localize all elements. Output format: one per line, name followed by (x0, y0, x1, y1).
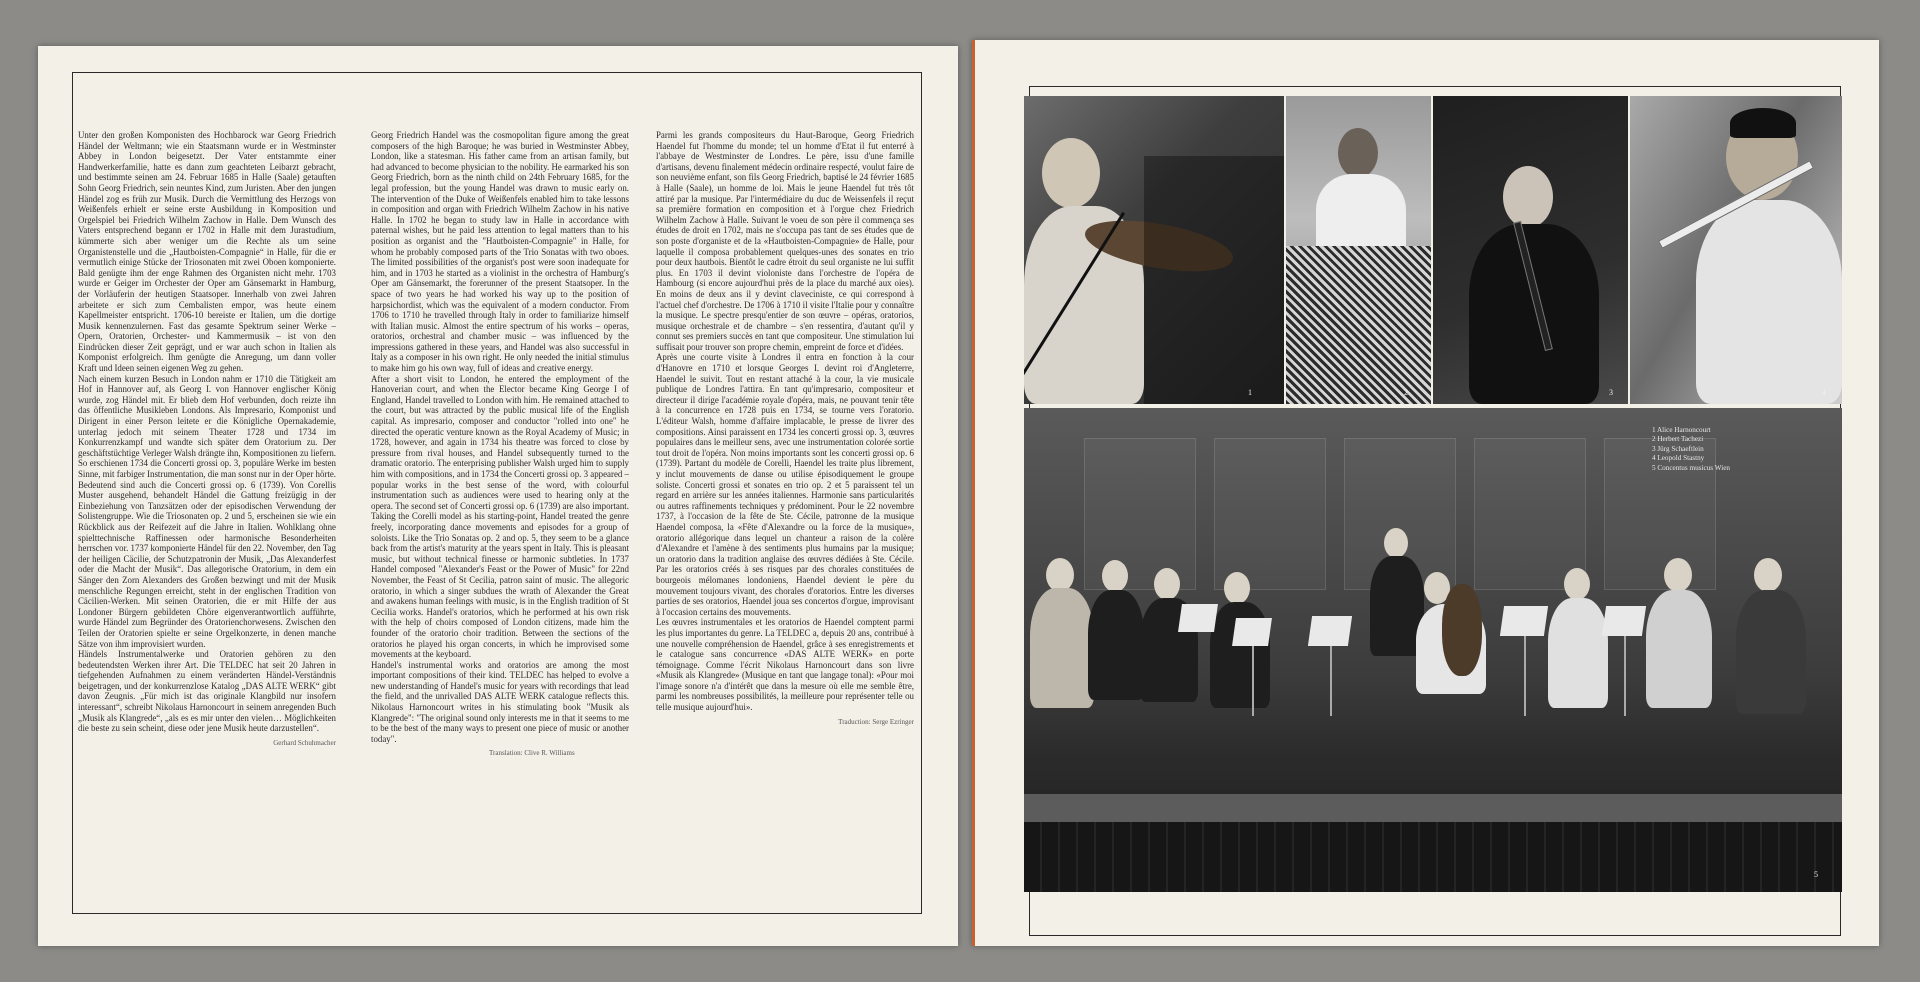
photo-oboist (1433, 96, 1628, 404)
english-paragraph: After a short visit to London, he entered the employment of the Hanoverian court, and when the Elector became King George I of England, Handel travelled to London with him. He remained attached to the court, but was attracted by the public musical life of the English capital. As impresario, composer and conductor "rolled into one" he directed the operatic venture known as the Royal Academy of Music; in 1728, however, and again in 1734 his theatre was forced to close by pressure from rival houses, and Handel subsequently turned to the dramatic oratorio. The enterprising publisher Walsh urged him to supply him with compositions, and in 1734 the Concerti grossi op. 3 appeared – popular works in the best sense of the word, with colourful instrumentation such as audiences were used to hearing only at the opera. The second set of Concerti grossi op. 6 (1739) are also important. Taking the Corelli model as his starting-point, Handel treated the genre freely, incorporating dance movements and episodes for a group of soloists. Like the Trio Sonatas op. 2 and op. 5, they seem to be a glance back from the artist's maturity at the years spent in Italy. This is pleasant music, but without technical finesse or harmonic subtleties. In 1737 Handel composed "Alexander's Feast or the Power of Music" for 22nd November, the Feast of St Cecilia, patron saint of music. The allegoric oratorio, in which a singer subdues the wrath of Alexander the Great and awakens human feelings with music, is in the English tradition of St Cecilia works. Handel's oratorios, which he performed at his own risk with the help of choirs composed of London citizens, made him the founder of the oratorio choir tradition. Between the sections of the oratorios he played his organ concerts, in which he improvised some movements at the keyboard. (371, 373, 629, 660)
stage-front (1024, 822, 1842, 892)
musician-head (1224, 572, 1250, 604)
musician-head (1046, 558, 1074, 592)
english-translation-credit: Translation: Clive R. Williams (489, 749, 575, 758)
music-stand (1178, 604, 1218, 632)
french-paragraph: Après une courte visite à Londres il entra en fonction à la cour d'Hanovre en 1710 et lorsque Georges I. devint roi d'Angleterre, Haendel le suivit. Tout en restant attaché à la cour, la vie musicale publique de Londres l'attira. En tant qu'impresario, compositeur et directeur il dirige l'académie royale d'opéra, mais, ne pouvant tenir tête à la concurrence en 1728 puis en 1734, se tourne vers l'oratorio. L'éditeur Walsh, homme d'affaire implacable, le presse de livrer des compositions. Ainsi paraissent en 1734 les concerti grossi op. 3, œuvres populaires dans le meilleur sens, avec une instrumentation colorée sortie tout droit de l'opéra. Non moins importants sont les concerti grossi op. 6 (1739). Partant du modèle de Corelli, Haendel les traite plus librement, y inclut mouvements de danse ou utilise épisodiquement le groupe soliste. Concerti grossi et sonates en trio op. 2 et 5 paraissent tel un regard en arrière sur les années italiennes. Harmonie sans particularités ou autres raffinements techniques y prédominent. Pour le 22 novembre 1737, à l'occasion de la fête de Ste. Cécile, patronne de la musique Haendel composa, la «Fête d'Alexandre ou la force de la musique», oratorio allégorique dans lequel un chanteur a raison de la colère d'Alexandre et l'amène à des sentiments plus humains par la musique; un oratorio dans la tradition anglaise des œuvres dédiées à Ste. Cécile. Par les oratorios créés à ses risques par des chorales constituées de bourgeois mélomanes londoniens, Haendel devient le père du mouvement toujours vivant, des chorales d'oratorios. Entre les diverses parties de ses oratorios, Haendel joua ses concertos d'orgue, improvisant à l'occasion certains des mouvements. (656, 352, 914, 617)
caption-line: 2 Herbert Tachezi (1651, 435, 1704, 444)
musician-head (1754, 558, 1782, 592)
musician-body (1030, 588, 1094, 708)
photo-number: 3 (1609, 388, 1613, 397)
stand-leg (1624, 636, 1626, 716)
english-text-column (371, 130, 629, 890)
harpsichordist-head (1338, 128, 1378, 178)
recorder-player-body (1696, 200, 1842, 404)
photo-number: 1 (1248, 388, 1252, 397)
left-page (38, 46, 958, 946)
right-page (972, 40, 1879, 946)
musician-head (1664, 558, 1692, 592)
french-paragraph: Les œuvres instrumentales et les oratorios de Haendel comptent parmi les plus importantes du genre. La TELDEC a, depuis 20 ans, contribué à une nouvelle compréhension de Haendel, grâce à ses enregistrements et le catalogue sans concurrence «DAS ALTE WERK» en porte témoignage. Comme l'écrit Nikolaus Harnoncourt dans son livre «Musik als Klangrede» (Musique en tant que langage tonal): «Pour moi l'image sonore n'a d'intérêt que dans la mesure où elle me semble être, parmi les nombreuses possibilités, la meilleure pour représenter telle ou telle musique aujourd'hui». (656, 617, 914, 713)
stand-leg (1252, 646, 1254, 716)
photo-ensemble (1024, 408, 1842, 892)
oboist-head (1503, 166, 1553, 228)
musician-head (1102, 560, 1128, 592)
photo-caption (1652, 426, 1730, 473)
caption-line: 1 Alice Harnoncourt (1651, 426, 1711, 434)
french-text-column (656, 130, 914, 890)
caption-line: 3 Jürg Schaeftlein (1651, 444, 1704, 453)
english-paragraph: Georg Friedrich Handel was the cosmopolitan figure among the great composers of the high Baroque; he was buried in Westminster Abbey, London, like a statesman. His father came from an artisan family, but had advanced to become physician to the nobility. He earmarked his son Georg Friedrich, born as the ninth child on 24th February 1685, for the legal profession, but the young Handel was drawn to music early on. The intervention of the Duke of Weißenfels enabled him to take lessons in composition and organ with Friedrich Wilhelm Zachow in his native Halle. In 1702 he began to study law in Halle in accordance with paternal wishes, but he paid less attention to legal matters than to his position as organist and the "Hautboisten-Compagnie" in Halle, for whom he probably composed parts of the Trio Sonatas with two oboes. The limited possibilities of the organist's post were soon inadequate for him, and in 1703 he started as a violinist in the orchestra of Hamburg's Oper am Gänsemarkt, the forerunner of the present Staatsoper. In the space of two years he had worked his way up to the position of harpsichordist, which was the equivalent of a modern conductor. From 1706 to 1710 he travelled through Italy in order to familiarize himself with Italian music. Almost the entire spectrum of his works – operas, oratorios, orchestral and chamber music – was influenced by the impressions gathered in these years, and Handel was also successful in Italy as a composer in his own right. He only needed the initial stimulus to make him go his own way, full of ideas and creative energy. (371, 130, 629, 374)
stand-leg (1524, 636, 1526, 716)
german-author-credit: Gerhard Schuhmacher (273, 738, 336, 747)
background-shadow (1144, 156, 1284, 404)
musician-head (1564, 568, 1590, 600)
photo-number: 2 (1404, 388, 1408, 397)
photo-harpsichordist (1286, 96, 1431, 404)
stand-leg (1330, 646, 1332, 716)
photo-recorder-player (1630, 96, 1842, 404)
recorder-player-hair (1730, 108, 1796, 138)
photo-number: 5 (1814, 870, 1818, 879)
cello (1442, 584, 1482, 676)
wall-panel (1474, 438, 1586, 590)
german-paragraph: Händels Instrumentalwerke und Oratorien gehören zu den bedeutendsten Werken ihrer Art. Die TELDEC hat seit 20 Jahren in tiefgehenden Aufnahmen zu einem veränderten Händel-Verständnis beigetragen, und der konkurrenzlose Katalog „DAS ALTE WERK“ gibt davon Zeugnis. „Für mich ist das originale Klangbild nur insofern interessant“, schreibt Nikolaus Harnoncourt in seinem anregenden Buch „Musik als Klangrede“, „als es es mir unter den vielen… Möglichkeiten die beste zu sein scheint, diese oder jene Musik heute darzustellen“. (78, 649, 336, 734)
german-text-column (78, 130, 336, 890)
music-stand (1500, 606, 1548, 636)
musician-body (1088, 590, 1144, 700)
musician-head (1384, 528, 1408, 558)
music-stand (1232, 618, 1272, 646)
violinist-head (1042, 138, 1100, 208)
caption-line: 5 Concentus musicus Wien (1651, 463, 1730, 472)
caption-line: 4 Leopold Stastny (1651, 454, 1705, 463)
photo-violinist (1024, 96, 1284, 404)
musician-body (1646, 590, 1712, 708)
stage-floor (1024, 794, 1842, 822)
musician-body (1548, 598, 1608, 708)
photo-number: 4 (1822, 388, 1826, 397)
wall-panel (1084, 438, 1196, 590)
english-paragraph: Handel's instrumental works and oratorios are among the most important compositions of their kind. TELDEC has helped to evolve a new understanding of Handel's music for years with recordings that lead the field, and the unrivalled DAS ALTE WERK catalogue reflects this. Nikolaus Harnoncourt writes in his stimulating book "Musik als Klangrede": "The original sound only interests me in that it seems to me to be the best of the many ways to present one piece of music or another today". (371, 659, 629, 744)
music-stand (1602, 606, 1646, 636)
musician-body (1736, 590, 1806, 714)
music-stand (1308, 616, 1352, 646)
french-translation-credit: Traduction: Serge Ezringer (838, 717, 914, 726)
harpsichord-grille (1286, 246, 1431, 404)
german-paragraph: Nach einem kurzen Besuch in London nahm er 1710 die Tätigkeit am Hof in Hannover auf, als Georg I. von Hannover englischer König wurde, zog Händel mit. Er blieb dem Hof verbunden, doch reizte ihn das öffentliche Musikleben Londons. Als Impresario, Komponist und Dirigent in einer Person leitete er die Königliche Opernakademie, unterlag jedoch mit seinem Theater 1728 und 1734 im Konkurrenzkampf und wandte sich später dem Oratorium zu. Der geschäftstüchtige Verleger Walsh drängte ihn, Kompositionen zu liefern. So erschienen 1734 die Concerti grossi op. 3, populäre Werke im besten Sinne, mit farbiger Instrumentation, die man sonst nur in der Oper hörte. Bedeutend sind auch die Concerti grossi op. 6 (1739). Von Corellis Muster ausgehend, behandelt Händel die Gattung freizügig in der Einbeziehung von Tanzsätzen oder der episodischen Verwendung der Solistengruppe. Wie die Triosonaten op. 2 und 5, erscheinen sie wie ein Rückblick aus der Reifezeit auf die Jahre in Italien. Wohlklang ohne spielttechnische Raffinessen oder harmonische Besonderheiten herrschen vor. 1737 komponierte Händel für den 22. November, den Tag der heiligen Cäcilie, der Schutzpatronin der Musik, „Das Alexanderfest oder die Macht der Musik“. Das allegorische Oratorium, in dem ein Sänger den Zorn Alexanders des Großen bezwingt und mit der Musik menschliche Regungen erreicht, steht in der englischen Tradition von Cäcilien-Werken. Mit seinen Oratorien, die er mit Hilfe der aus Londoner Bürgern gebildeten Chöre eigenverantwortlich aufführte, wurde Händel zum Begründer des Oratorienchorwesens. Zwischen den Teilen der Oratorien spielte er seine Orgelkonzerte, in denen manche Sätze von ihm improvisiert wurden. (78, 373, 336, 649)
musician-head (1154, 568, 1180, 600)
oboist-body (1469, 224, 1599, 404)
german-paragraph: Unter den großen Komponisten des Hochbarock war Georg Friedrich Händel der Weltmann; wie ein Staatsmann wurde er in Westminster Abbey in London beigesetzt. Der Vater entstammte einer Handwerkerfamilie, hatte es dann zum geachteten Leibarzt gebracht, und bestimmte seinen am 24. Februar 1685 in Halle (Saale) getauften Sohn Georg Friedrich, sein neuntes Kind, zum Juristen. Aber den jungen Händel zog es früh zur Musik. Durch die Vermittlung des Herzogs von Weißenfels erhielt er seine erste Ausbildung in Komposition und Orgelspiel bei Friedrich Wilhelm Zachow in Halle. Dem Wunsch des Vaters entsprechend begann er 1702 in Halle mit dem Jurastudium, kümmerte sich aber weniger um die Rechte als um seine Organistenstelle und die „Hautboisten-Compagnie“ in Halle, für die er vermutlich einige Stücke der Triosonaten mit zwei Oboen komponierte. Bald genügte ihm der enge Rahmen des Organisten nicht mehr. 1703 wurde er Geiger im Orchester der Oper am Gänsemarkt in Hamburg, der Vorläuferin der heutigen Staatsoper. Innerhalb von zwei Jahren arbeitete er sich zum Cembalisten empor, was heute einem Kapellmeister entspricht. 1706-10 bereiste er Italien, um die dortige Musik kennenzulernen. Fast das gesamte Spektrum seiner Werke – Opern, Oratorien, Orchester- und Kammermusik – ist von den Eindrücken dieser Zeit geprägt, und er war auch schon in Italien als Komponist erfolgreich. Ihm genügte die Anregung, um dann voller Kraft und Ideen seinen eigenen Weg zu gehen. (78, 130, 336, 374)
french-paragraph: Parmi les grands compositeurs du Haut-Baroque, Georg Friedrich Haendel fut l'homme du monde; tel un homme d'Etat il fut enterré à l'abbaye de Westminster de Londres. Le père, issu d'une famille d'artisans, devenu finalement médecin ordinaire respecté, voulut faire de son neuvième enfant, son fils Georg Friedrich, baptisé le 24 février 1685 à Halle (Saale), un homme de loi. Mais le jeune Haendel fut très tôt attiré par la musique. Par l'intermédiaire du duc de Weissenfels il reçut sa première formation en composition et à l'orgue chez Friedrich Wilhelm Zachow à Halle. Suivant le voeu de son père il commença ses études de droit en 1702, mais ne s'occupa pas tant de ses études que de son poste d'organiste et de la «Hautboisten-Compagnie» de Halle, pour laquelle il composa probablement quelques-unes des sonates en trio pour deux hautbois. Bientôt le cadre étroit du seul organiste ne lui suffit plus. En 1703 il devint violoniste dans l'orchestre de l'opéra de Hambourg (si encore aujourd'hui près de la place du marché aux oies). En moins de deux ans il y devint claveciniste, ce qui correspond à l'actuel chef d'orchestre. De 1706 à 1710 il visite l'Italie pour y connaître la musique. Le spectre presqu'entier de son œuvre – opéras, oratorios, musique orchestrale et de chambre – s'en ressentira, d'autant qu'il y connut ses premiers succès en tant que compositeur. Une stimulation lui suffisait pour trouver son propre chemin, empreint de force et d'idées. (656, 130, 914, 352)
wall-panel (1214, 438, 1326, 590)
